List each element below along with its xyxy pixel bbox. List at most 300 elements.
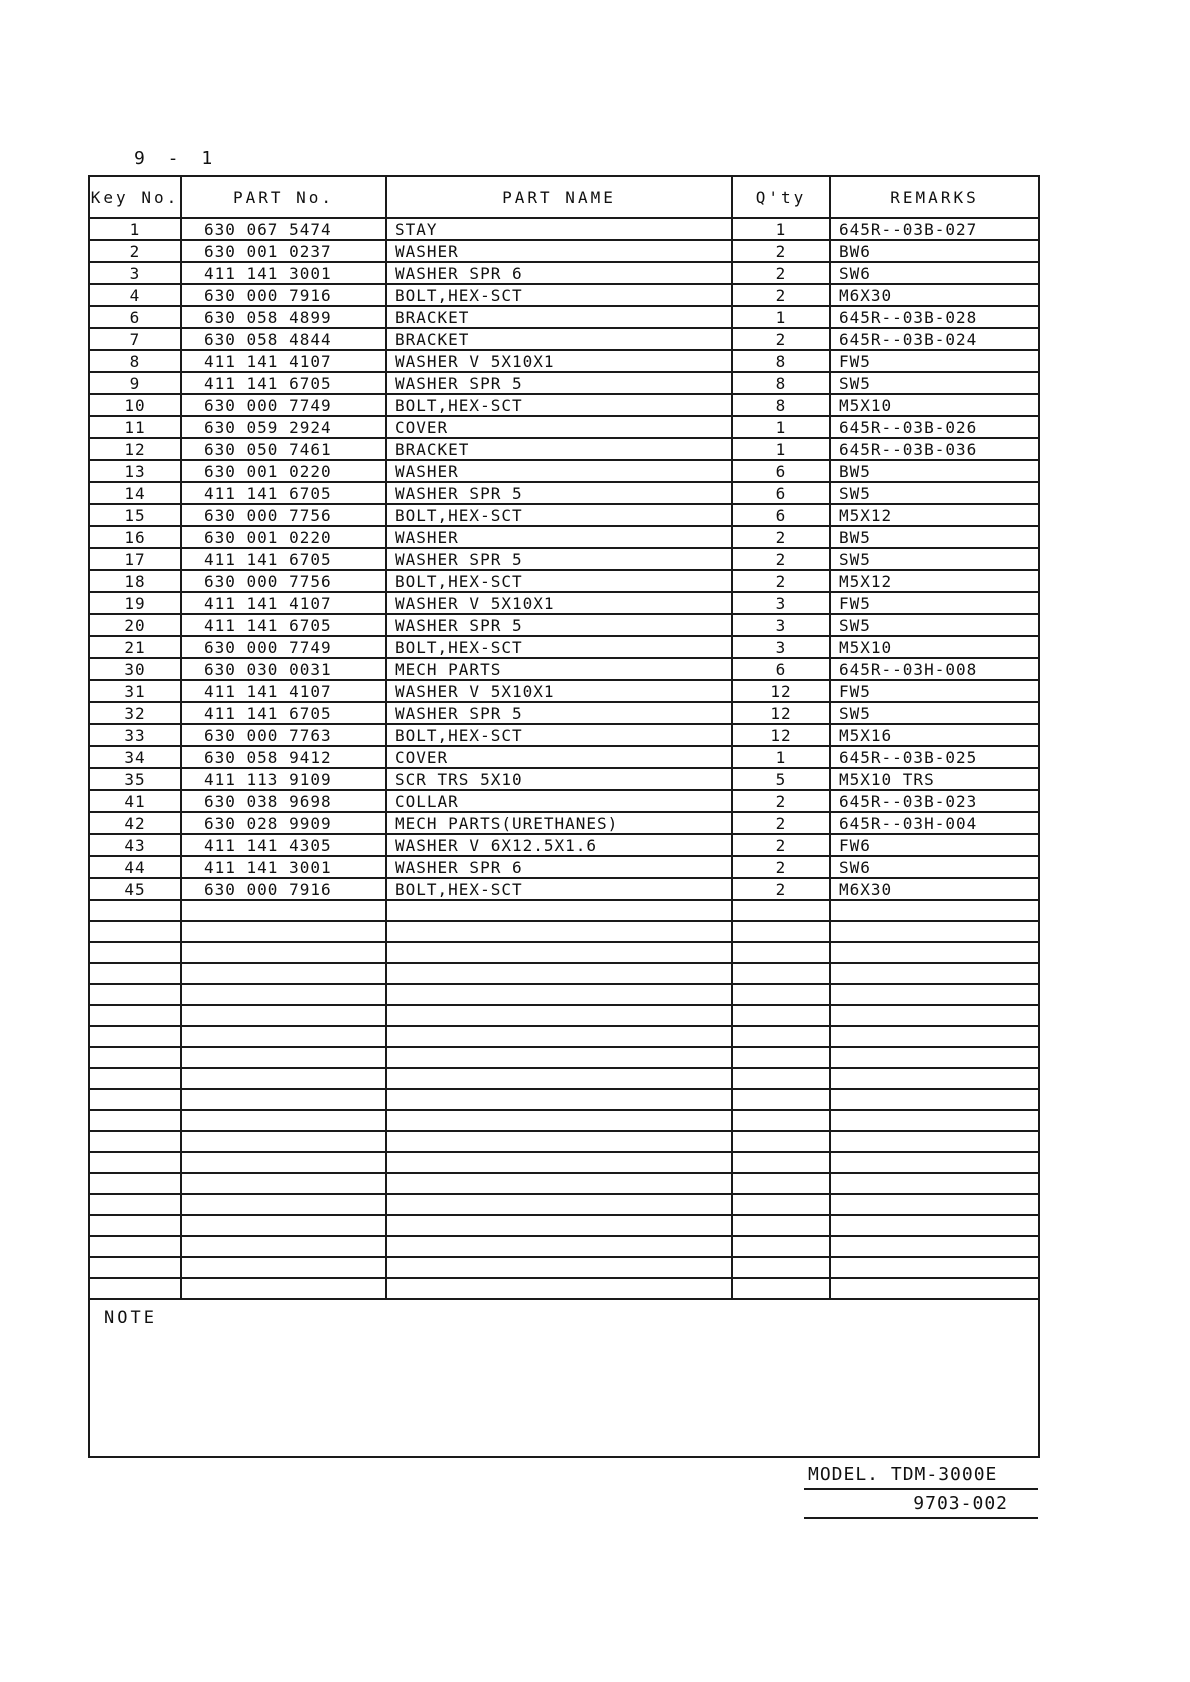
cell-qty: 2 <box>732 834 830 856</box>
cell-remarks <box>830 1194 1039 1215</box>
cell-part-no <box>181 1068 386 1089</box>
model-block <box>804 1462 1038 1519</box>
cell-key-no: 2 <box>89 240 181 262</box>
table-row <box>89 240 1039 262</box>
cell-part-name: WASHER SPR 5 <box>386 548 732 570</box>
cell-part-no <box>181 1215 386 1236</box>
note-section <box>89 1299 1039 1457</box>
cell-part-no: 411 141 6705 <box>181 482 386 504</box>
cell-part-name: WASHER <box>386 526 732 548</box>
cell-key-no: 41 <box>89 790 181 812</box>
cell-qty: 3 <box>732 614 830 636</box>
cell-key-no <box>89 963 181 984</box>
header-part-name: PART NAME <box>386 176 732 218</box>
cell-part-no <box>181 1236 386 1257</box>
cell-part-name <box>386 942 732 963</box>
cell-part-no <box>181 921 386 942</box>
cell-qty: 1 <box>732 416 830 438</box>
cell-qty <box>732 1005 830 1026</box>
cell-key-no: 33 <box>89 724 181 746</box>
cell-part-no: 630 058 9412 <box>181 746 386 768</box>
cell-remarks: SW5 <box>830 548 1039 570</box>
table-row <box>89 768 1039 790</box>
cell-part-name: WASHER V 5X10X1 <box>386 680 732 702</box>
cell-qty: 2 <box>732 856 830 878</box>
cell-remarks: SW6 <box>830 262 1039 284</box>
cell-qty: 2 <box>732 262 830 284</box>
cell-qty <box>732 1215 830 1236</box>
cell-part-no: 630 000 7916 <box>181 284 386 306</box>
cell-part-no: 411 141 6705 <box>181 614 386 636</box>
cell-part-no: 630 028 9909 <box>181 812 386 834</box>
cell-qty <box>732 1047 830 1068</box>
cell-part-name <box>386 1215 732 1236</box>
cell-qty <box>732 984 830 1005</box>
header-key-no: Key No. <box>89 176 181 218</box>
cell-part-no: 630 058 4844 <box>181 328 386 350</box>
table-row-empty <box>89 1131 1039 1152</box>
cell-part-name <box>386 900 732 921</box>
cell-key-no <box>89 1026 181 1047</box>
cell-part-name: BOLT,HEX-SCT <box>386 878 732 900</box>
table-row <box>89 702 1039 724</box>
cell-part-name <box>386 1068 732 1089</box>
cell-key-no: 3 <box>89 262 181 284</box>
cell-part-no: 630 067 5474 <box>181 218 386 240</box>
cell-qty: 2 <box>732 240 830 262</box>
table-row <box>89 636 1039 658</box>
table-row-empty <box>89 1047 1039 1068</box>
cell-remarks <box>830 1110 1039 1131</box>
table-row <box>89 658 1039 680</box>
cell-qty <box>732 963 830 984</box>
cell-key-no <box>89 921 181 942</box>
cell-part-no <box>181 1089 386 1110</box>
cell-part-name <box>386 1194 732 1215</box>
cell-part-no: 411 141 6705 <box>181 702 386 724</box>
cell-part-name: BOLT,HEX-SCT <box>386 570 732 592</box>
cell-qty <box>732 921 830 942</box>
cell-remarks: SW5 <box>830 482 1039 504</box>
cell-qty: 12 <box>732 680 830 702</box>
cell-key-no <box>89 984 181 1005</box>
cell-key-no: 42 <box>89 812 181 834</box>
cell-remarks <box>830 1068 1039 1089</box>
cell-qty: 2 <box>732 878 830 900</box>
table-row-empty <box>89 1257 1039 1278</box>
cell-key-no <box>89 1278 181 1299</box>
cell-qty: 2 <box>732 812 830 834</box>
cell-remarks <box>830 1236 1039 1257</box>
cell-remarks: SW6 <box>830 856 1039 878</box>
cell-part-name: COVER <box>386 746 732 768</box>
table-row <box>89 856 1039 878</box>
cell-part-no <box>181 963 386 984</box>
cell-part-no <box>181 1110 386 1131</box>
cell-remarks: SW5 <box>830 372 1039 394</box>
cell-part-name: BOLT,HEX-SCT <box>386 724 732 746</box>
cell-remarks: FW5 <box>830 592 1039 614</box>
cell-key-no: 17 <box>89 548 181 570</box>
cell-qty: 2 <box>732 790 830 812</box>
cell-part-name <box>386 1257 732 1278</box>
cell-part-name: BOLT,HEX-SCT <box>386 504 732 526</box>
cell-remarks <box>830 984 1039 1005</box>
cell-remarks: FW6 <box>830 834 1039 856</box>
cell-part-no: 630 030 0031 <box>181 658 386 680</box>
cell-qty: 3 <box>732 636 830 658</box>
cell-key-no: 18 <box>89 570 181 592</box>
cell-part-no: 630 000 7749 <box>181 394 386 416</box>
cell-part-name: WASHER <box>386 240 732 262</box>
cell-part-name <box>386 1047 732 1068</box>
cell-part-name <box>386 1005 732 1026</box>
cell-remarks <box>830 1257 1039 1278</box>
cell-part-name: WASHER SPR 6 <box>386 262 732 284</box>
cell-part-no: 411 141 4305 <box>181 834 386 856</box>
cell-key-no <box>89 1131 181 1152</box>
cell-part-no: 411 113 9109 <box>181 768 386 790</box>
cell-part-name: MECH PARTS(URETHANES) <box>386 812 732 834</box>
cell-key-no: 12 <box>89 438 181 460</box>
cell-remarks <box>830 1173 1039 1194</box>
cell-qty: 1 <box>732 746 830 768</box>
cell-remarks: FW5 <box>830 680 1039 702</box>
cell-remarks: 645R--03H-004 <box>830 812 1039 834</box>
cell-part-name: COLLAR <box>386 790 732 812</box>
cell-qty <box>732 1257 830 1278</box>
cell-remarks <box>830 921 1039 942</box>
table-row-empty <box>89 942 1039 963</box>
cell-key-no <box>89 942 181 963</box>
cell-key-no <box>89 900 181 921</box>
cell-key-no: 44 <box>89 856 181 878</box>
cell-qty: 2 <box>732 548 830 570</box>
table-row <box>89 218 1039 240</box>
table-row-empty <box>89 1005 1039 1026</box>
cell-qty: 8 <box>732 394 830 416</box>
cell-key-no: 21 <box>89 636 181 658</box>
cell-remarks: 645R--03B-036 <box>830 438 1039 460</box>
cell-part-no: 630 038 9698 <box>181 790 386 812</box>
cell-part-name <box>386 1278 732 1299</box>
cell-remarks: 645R--03B-028 <box>830 306 1039 328</box>
cell-remarks: M6X30 <box>830 284 1039 306</box>
table-row <box>89 306 1039 328</box>
cell-remarks: BW5 <box>830 526 1039 548</box>
cell-qty: 2 <box>732 570 830 592</box>
cell-remarks: M5X10 <box>830 636 1039 658</box>
table-row-empty <box>89 1173 1039 1194</box>
cell-key-no: 45 <box>89 878 181 900</box>
table-row <box>89 592 1039 614</box>
cell-remarks: SW5 <box>830 614 1039 636</box>
cell-part-name: BOLT,HEX-SCT <box>386 636 732 658</box>
cell-qty <box>732 1278 830 1299</box>
header-remarks: REMARKS <box>830 176 1039 218</box>
table-row <box>89 394 1039 416</box>
cell-part-no: 411 141 3001 <box>181 262 386 284</box>
cell-part-no <box>181 984 386 1005</box>
cell-remarks: M5X12 <box>830 504 1039 526</box>
table-row <box>89 812 1039 834</box>
cell-key-no: 4 <box>89 284 181 306</box>
table-row <box>89 328 1039 350</box>
cell-part-name: MECH PARTS <box>386 658 732 680</box>
cell-qty <box>732 1089 830 1110</box>
cell-key-no <box>89 1047 181 1068</box>
cell-part-name <box>386 1026 732 1047</box>
cell-remarks <box>830 1026 1039 1047</box>
cell-key-no: 19 <box>89 592 181 614</box>
cell-part-no: 411 141 4107 <box>181 680 386 702</box>
cell-part-name: WASHER SPR 6 <box>386 856 732 878</box>
cell-qty: 12 <box>732 724 830 746</box>
cell-part-name: BRACKET <box>386 306 732 328</box>
cell-part-name: STAY <box>386 218 732 240</box>
cell-qty: 1 <box>732 306 830 328</box>
cell-part-no <box>181 900 386 921</box>
cell-remarks <box>830 1278 1039 1299</box>
table-row <box>89 570 1039 592</box>
cell-qty: 8 <box>732 350 830 372</box>
cell-part-no: 411 141 4107 <box>181 592 386 614</box>
cell-key-no: 1 <box>89 218 181 240</box>
cell-qty <box>732 1131 830 1152</box>
table-row-empty <box>89 1194 1039 1215</box>
cell-remarks <box>830 963 1039 984</box>
cell-key-no <box>89 1236 181 1257</box>
cell-qty: 6 <box>732 460 830 482</box>
table-row <box>89 416 1039 438</box>
cell-remarks: BW5 <box>830 460 1039 482</box>
cell-remarks: 645R--03H-008 <box>830 658 1039 680</box>
cell-part-no: 630 000 7756 <box>181 504 386 526</box>
cell-part-no: 630 059 2924 <box>181 416 386 438</box>
cell-remarks <box>830 1005 1039 1026</box>
cell-part-no <box>181 1257 386 1278</box>
cell-key-no: 10 <box>89 394 181 416</box>
cell-part-no: 630 001 0220 <box>181 526 386 548</box>
cell-part-no <box>181 1152 386 1173</box>
cell-part-name: WASHER <box>386 460 732 482</box>
table-row <box>89 724 1039 746</box>
cell-part-no: 411 141 6705 <box>181 372 386 394</box>
cell-part-name: BOLT,HEX-SCT <box>386 394 732 416</box>
cell-remarks <box>830 1047 1039 1068</box>
table-row <box>89 482 1039 504</box>
cell-key-no: 35 <box>89 768 181 790</box>
table-row-empty <box>89 984 1039 1005</box>
cell-part-name: COVER <box>386 416 732 438</box>
cell-key-no <box>89 1215 181 1236</box>
cell-part-no <box>181 1026 386 1047</box>
cell-part-name: BOLT,HEX-SCT <box>386 284 732 306</box>
cell-qty: 12 <box>732 702 830 724</box>
cell-part-no <box>181 1173 386 1194</box>
cell-part-no <box>181 1047 386 1068</box>
cell-remarks: BW6 <box>830 240 1039 262</box>
parts-table <box>88 175 1040 1458</box>
cell-qty <box>732 942 830 963</box>
cell-part-name <box>386 963 732 984</box>
table-row-empty <box>89 1278 1039 1299</box>
cell-remarks: 645R--03B-024 <box>830 328 1039 350</box>
cell-part-name: SCR TRS 5X10 <box>386 768 732 790</box>
cell-part-no: 411 141 3001 <box>181 856 386 878</box>
cell-qty: 5 <box>732 768 830 790</box>
table-row <box>89 504 1039 526</box>
table-row-empty <box>89 963 1039 984</box>
cell-remarks <box>830 1089 1039 1110</box>
cell-remarks: M6X30 <box>830 878 1039 900</box>
cell-part-name <box>386 1131 732 1152</box>
cell-key-no <box>89 1005 181 1026</box>
cell-part-no: 630 000 7749 <box>181 636 386 658</box>
cell-qty: 1 <box>732 438 830 460</box>
table-row-empty <box>89 1215 1039 1236</box>
cell-part-name <box>386 921 732 942</box>
table-row <box>89 548 1039 570</box>
cell-part-no: 630 050 7461 <box>181 438 386 460</box>
cell-key-no: 7 <box>89 328 181 350</box>
table-row <box>89 878 1039 900</box>
cell-key-no: 16 <box>89 526 181 548</box>
cell-key-no: 15 <box>89 504 181 526</box>
cell-key-no: 43 <box>89 834 181 856</box>
cell-qty: 8 <box>732 372 830 394</box>
content-area <box>88 148 1038 1519</box>
cell-qty <box>732 1110 830 1131</box>
model-label: MODEL. TDM-3000E <box>804 1462 1038 1490</box>
cell-part-name: WASHER SPR 5 <box>386 614 732 636</box>
note-row <box>89 1299 1039 1457</box>
cell-key-no: 14 <box>89 482 181 504</box>
cell-part-name: WASHER SPR 5 <box>386 372 732 394</box>
cell-remarks: M5X12 <box>830 570 1039 592</box>
header-part-no: PART No. <box>181 176 386 218</box>
cell-remarks <box>830 1215 1039 1236</box>
parts-table-body <box>89 218 1039 1299</box>
table-row-empty <box>89 1236 1039 1257</box>
parts-table-header <box>89 176 1039 218</box>
cell-key-no: 13 <box>89 460 181 482</box>
header-row <box>89 176 1039 218</box>
cell-key-no <box>89 1110 181 1131</box>
cell-qty: 6 <box>732 482 830 504</box>
table-row <box>89 526 1039 548</box>
cell-key-no: 20 <box>89 614 181 636</box>
cell-qty: 2 <box>732 526 830 548</box>
cell-remarks: FW5 <box>830 350 1039 372</box>
cell-qty: 2 <box>732 328 830 350</box>
cell-key-no: 11 <box>89 416 181 438</box>
parts-table-footer <box>89 1299 1039 1457</box>
page-number: 9 - 1 <box>134 148 219 169</box>
cell-key-no <box>89 1194 181 1215</box>
table-row-empty <box>89 1152 1039 1173</box>
cell-key-no: 8 <box>89 350 181 372</box>
cell-part-no: 630 058 4899 <box>181 306 386 328</box>
cell-part-name <box>386 1089 732 1110</box>
cell-qty <box>732 1068 830 1089</box>
cell-part-name: WASHER V 5X10X1 <box>386 350 732 372</box>
cell-qty <box>732 1173 830 1194</box>
cell-qty <box>732 1026 830 1047</box>
cell-part-no <box>181 942 386 963</box>
table-row <box>89 680 1039 702</box>
note-label: NOTE <box>104 1308 157 1328</box>
table-row <box>89 438 1039 460</box>
cell-part-name: WASHER SPR 5 <box>386 702 732 724</box>
cell-qty <box>732 900 830 921</box>
cell-key-no: 31 <box>89 680 181 702</box>
cell-key-no <box>89 1152 181 1173</box>
cell-part-name <box>386 1110 732 1131</box>
cell-remarks: M5X10 TRS <box>830 768 1039 790</box>
cell-part-name: WASHER SPR 5 <box>386 482 732 504</box>
table-row-empty <box>89 1026 1039 1047</box>
cell-part-no: 630 001 0220 <box>181 460 386 482</box>
cell-qty: 6 <box>732 504 830 526</box>
cell-part-name: BRACKET <box>386 438 732 460</box>
cell-qty <box>732 1152 830 1173</box>
cell-part-no <box>181 1131 386 1152</box>
cell-key-no <box>89 1089 181 1110</box>
cell-key-no: 9 <box>89 372 181 394</box>
cell-part-no: 630 000 7916 <box>181 878 386 900</box>
cell-qty: 1 <box>732 218 830 240</box>
table-row <box>89 460 1039 482</box>
table-row <box>89 262 1039 284</box>
table-row <box>89 614 1039 636</box>
table-row <box>89 350 1039 372</box>
cell-part-name: WASHER V 6X12.5X1.6 <box>386 834 732 856</box>
cell-key-no: 32 <box>89 702 181 724</box>
cell-part-name <box>386 1236 732 1257</box>
cell-remarks <box>830 1152 1039 1173</box>
cell-remarks <box>830 900 1039 921</box>
cell-part-no: 630 000 7763 <box>181 724 386 746</box>
cell-qty: 2 <box>732 284 830 306</box>
doc-number: 9703-002 <box>804 1490 1038 1519</box>
cell-part-name: WASHER V 5X10X1 <box>386 592 732 614</box>
cell-remarks: 645R--03B-026 <box>830 416 1039 438</box>
cell-remarks <box>830 1131 1039 1152</box>
table-row-empty <box>89 1068 1039 1089</box>
cell-remarks: M5X16 <box>830 724 1039 746</box>
cell-part-no: 630 001 0237 <box>181 240 386 262</box>
table-row-empty <box>89 1110 1039 1131</box>
cell-part-no: 411 141 6705 <box>181 548 386 570</box>
table-row <box>89 284 1039 306</box>
cell-qty: 3 <box>732 592 830 614</box>
cell-qty <box>732 1236 830 1257</box>
cell-key-no <box>89 1173 181 1194</box>
cell-remarks: 645R--03B-027 <box>830 218 1039 240</box>
cell-key-no <box>89 1257 181 1278</box>
cell-part-no <box>181 1194 386 1215</box>
cell-part-no <box>181 1278 386 1299</box>
table-row-empty <box>89 900 1039 921</box>
table-row-empty <box>89 921 1039 942</box>
table-row-empty <box>89 1089 1039 1110</box>
cell-qty: 6 <box>732 658 830 680</box>
cell-key-no: 30 <box>89 658 181 680</box>
header-qty: Q'ty <box>732 176 830 218</box>
cell-remarks: SW5 <box>830 702 1039 724</box>
cell-part-name <box>386 1173 732 1194</box>
